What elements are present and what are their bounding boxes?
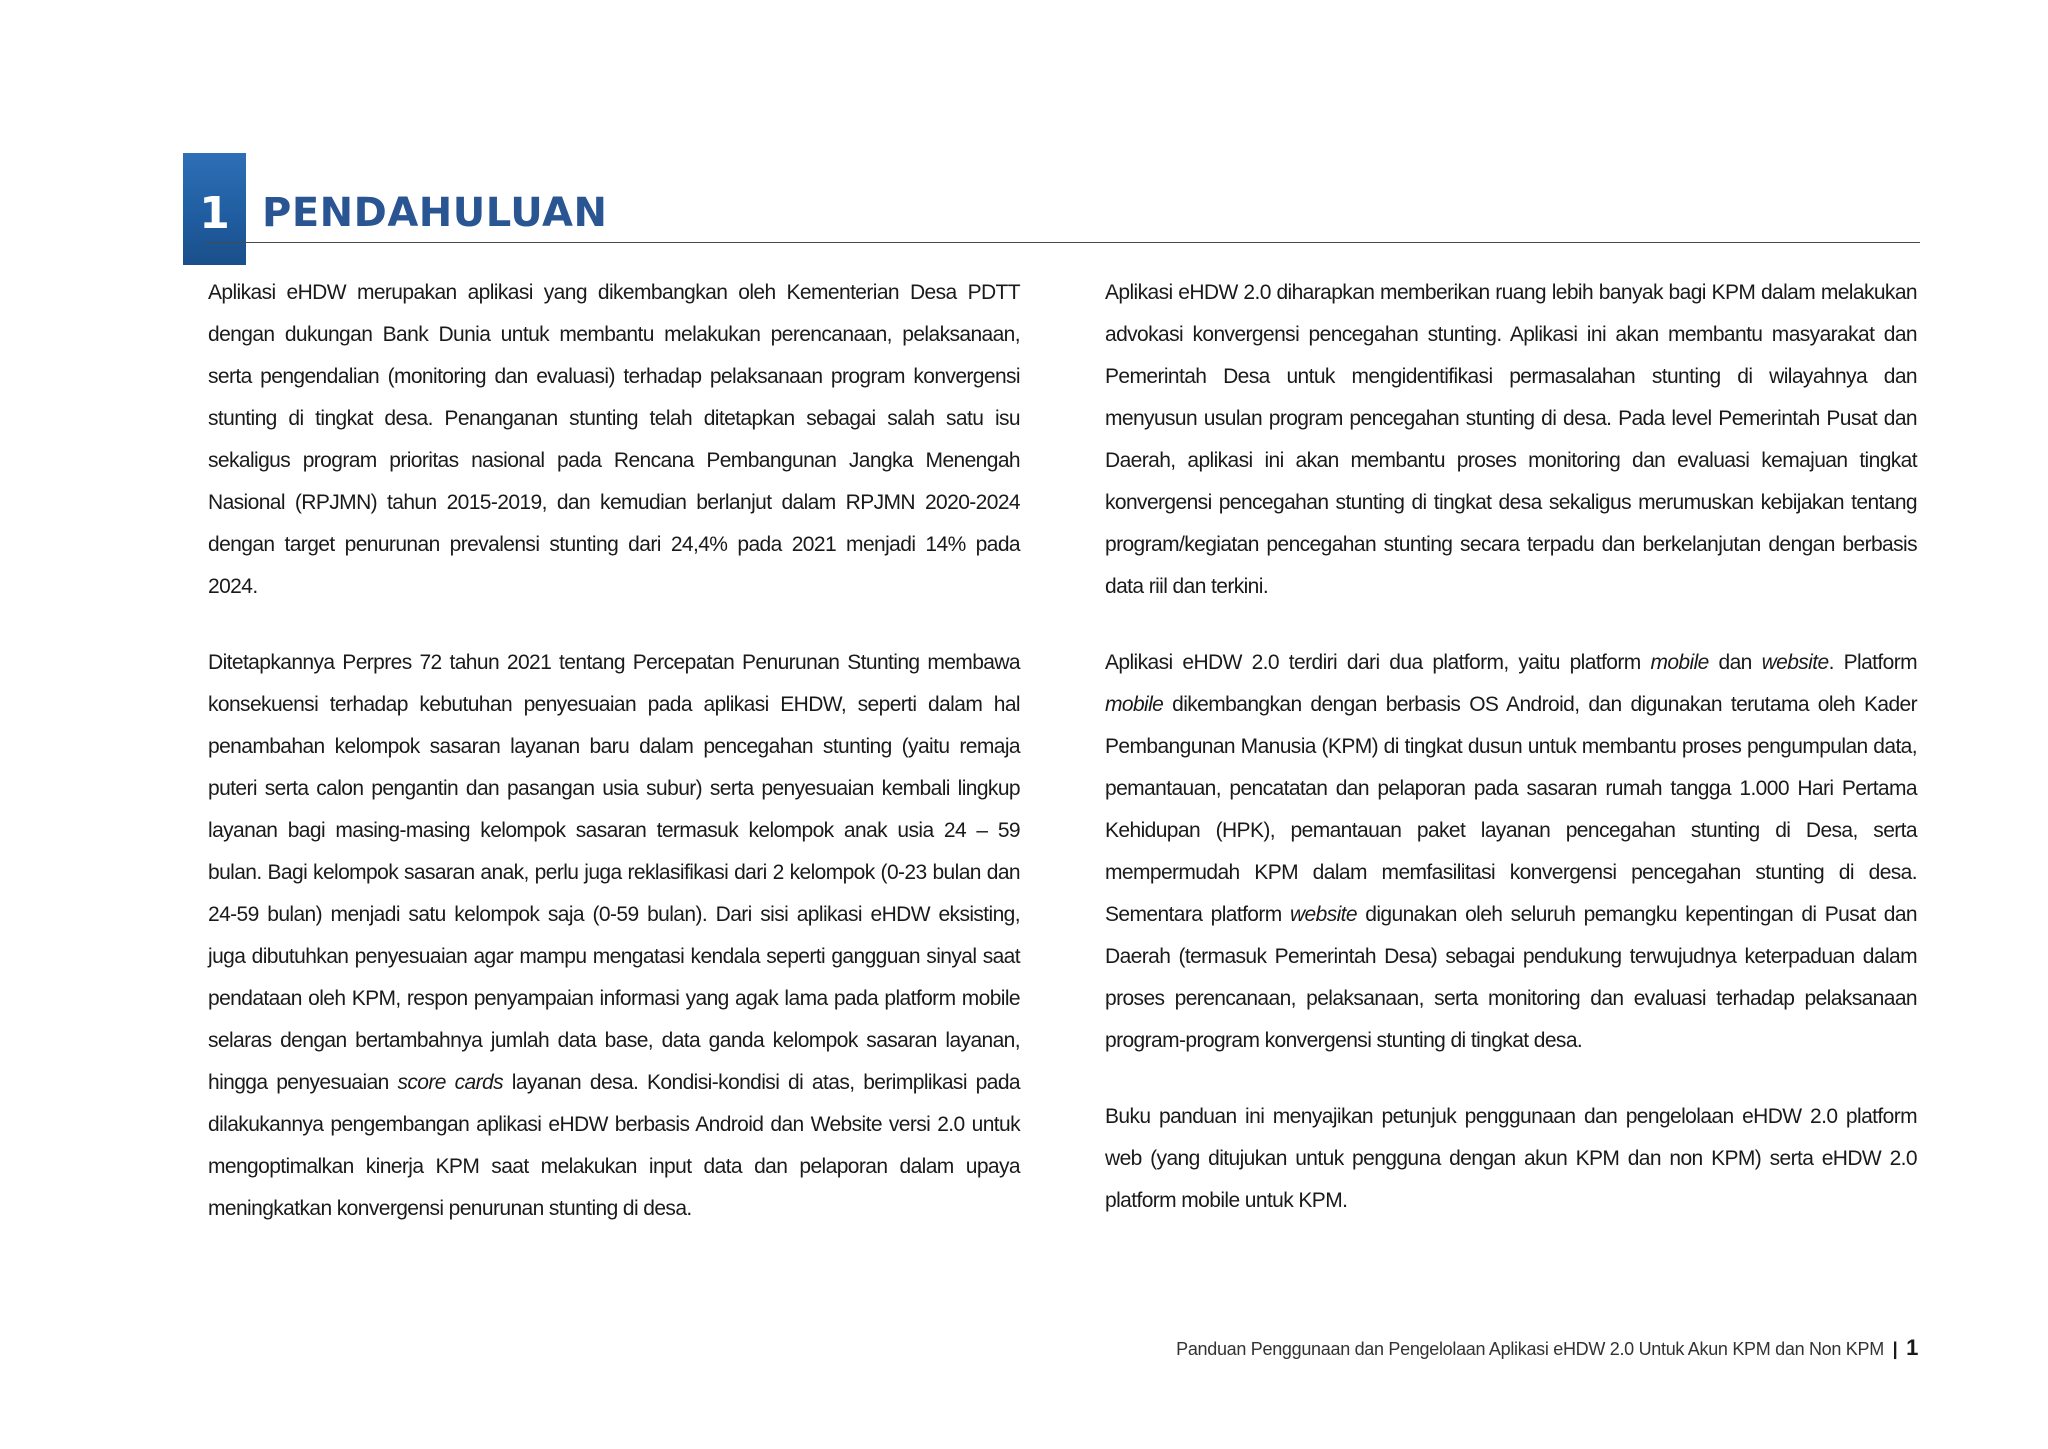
page-footer <box>1176 1335 1918 1361</box>
left-p2-text-a: Ditetapkannya Perpres 72 tahun 2021 tentang Percepatan Penurunan Stunting membawa konsekuensi terhadap kebutuhan penyesuaian pada aplikasi EHDW, seperti dalam hal penambahan kelompok sasaran layanan baru dalam pencegahan stunting (yaitu remaja puteri serta calon pengantin dan pasangan usia subur) serta penyesuaian kembali lingkup layanan bagi masing-masing kelompok sasaran termasuk kelompok anak usia 24 – 59 bulan. Bagi kelompok sasaran anak, perlu juga reklasifikasi dari 2 kelompok (0-23 bulan dan 24-59 bulan) menjadi satu kelompok saja (0-59 bulan). Dari sisi aplikasi eHDW eksisting, juga dibutuhkan penyesuaian agar mampu mengatasi kendala seperti gangguan sinyal saat pendataan oleh KPM, respon penyampaian informasi yang agak lama pada platform mobile selaras dengan bertambahnya jumlah data base, data ganda kelompok sasaran layanan, hingga penyesuaian <box>208 651 1020 1094</box>
footer-separator: | <box>1892 1339 1898 1359</box>
right-p2-italic-website-2: website <box>1289 903 1357 926</box>
left-column <box>208 272 1020 1264</box>
title-divider <box>205 242 1920 243</box>
chapter-number: 1 <box>199 187 230 239</box>
right-p2-text-b: dan <box>1708 651 1762 674</box>
right-p2-italic-mobile-1: mobile <box>1650 651 1709 674</box>
right-p2-text-e: digunakan oleh seluruh pemangku kepentingan di Pusat dan Daerah (termasuk Pemerintah Desa) sebagai pendukung terwujudnya keterpaduan dalam proses perencanaan, pelaksanaan, serta monitoring dan evaluasi terhadap pelaksanaan program-program konvergensi stunting di tingkat desa. <box>1105 903 1917 1052</box>
right-p2-text-c: . Platform <box>1828 651 1917 674</box>
left-p2-text-b: layanan desa. Kondisi-kondisi di atas, berimplikasi pada dilakukannya pengembangan aplikasi eHDW berbasis Android dan Website versi 2.0 untuk mengoptimalkan kinerja KPM saat melakukan input data dan pelaporan dalam upaya meningkatkan konvergensi penurunan stunting di desa. <box>208 1071 1020 1220</box>
left-p2-italic-score-cards: score cards <box>397 1071 503 1094</box>
right-paragraph-1: Aplikasi eHDW 2.0 diharapkan memberikan ruang lebih banyak bagi KPM dalam melakukan advokasi konvergensi pencegahan stunting. Aplikasi ini akan membantu masyarakat dan Pemerintah Desa untuk mengidentifikasi permasalahan stunting di wilayahnya dan menyusun usulan program pencegahan stunting di desa. Pada level Pemerintah Pusat dan Daerah, aplikasi ini akan membantu proses monitoring dan evaluasi kemajuan tingkat konvergensi pencegahan stunting di tingkat desa sekaligus merumuskan kebijakan tentang program/kegiatan pencegahan stunting secara terpadu dan berkelanjutan dengan berbasis data riil dan terkini. <box>1105 281 1917 598</box>
footer-text: Panduan Penggunaan dan Pengelolaan Aplikasi eHDW 2.0 Untuk Akun KPM dan Non KPM <box>1176 1339 1884 1359</box>
right-p2-text-d: dikembangkan dengan berbasis OS Android, dan digunakan terutama oleh Kader Pembangunan Manusia (KPM) di tingkat dusun untuk membantu proses pengumpulan data, pemantauan, pencatatan dan pelaporan pada sasaran rumah tangga 1.000 Hari Pertama Kehidupan (HPK), pemantauan paket layanan pencegahan stunting di Desa, serta mempermudah KPM dalam memfasilitasi konvergensi pencegahan stunting di desa. Sementara platform <box>1105 693 1917 926</box>
chapter-number-badge <box>183 153 246 265</box>
right-column <box>1105 272 1917 1256</box>
chapter-title: PENDAHULUAN <box>262 190 608 236</box>
right-paragraph-2 <box>1105 642 1917 1062</box>
right-p2-italic-mobile-2: mobile <box>1105 693 1164 716</box>
right-p2-text-a: Aplikasi eHDW 2.0 terdiri dari dua platform, yaitu platform <box>1105 651 1651 674</box>
page-number: 1 <box>1906 1335 1918 1360</box>
left-paragraph-2 <box>208 642 1020 1230</box>
right-paragraph-3: Buku panduan ini menyajikan petunjuk penggunaan dan pengelolaan eHDW 2.0 platform web (yang ditujukan untuk pengguna dengan akun KPM dan non KPM) serta eHDW 2.0 platform mobile untuk KPM. <box>1105 1105 1917 1212</box>
left-paragraph-1: Aplikasi eHDW merupakan aplikasi yang dikembangkan oleh Kementerian Desa PDTT dengan dukungan Bank Dunia untuk membantu melakukan perencanaan, pelaksanaan, serta pengendalian (monitoring dan evaluasi) terhadap pelaksanaan program konvergensi stunting di tingkat desa. Penanganan stunting telah ditetapkan sebagai salah satu isu sekaligus program prioritas nasional pada Rencana Pembangunan Jangka Menengah Nasional (RPJMN) tahun 2015-2019, dan kemudian berlanjut dalam RPJMN 2020-2024 dengan target penurunan prevalensi stunting dari 24,4% pada 2021 menjadi 14% pada 2024. <box>208 281 1020 598</box>
right-p2-italic-website-1: website <box>1761 651 1829 674</box>
